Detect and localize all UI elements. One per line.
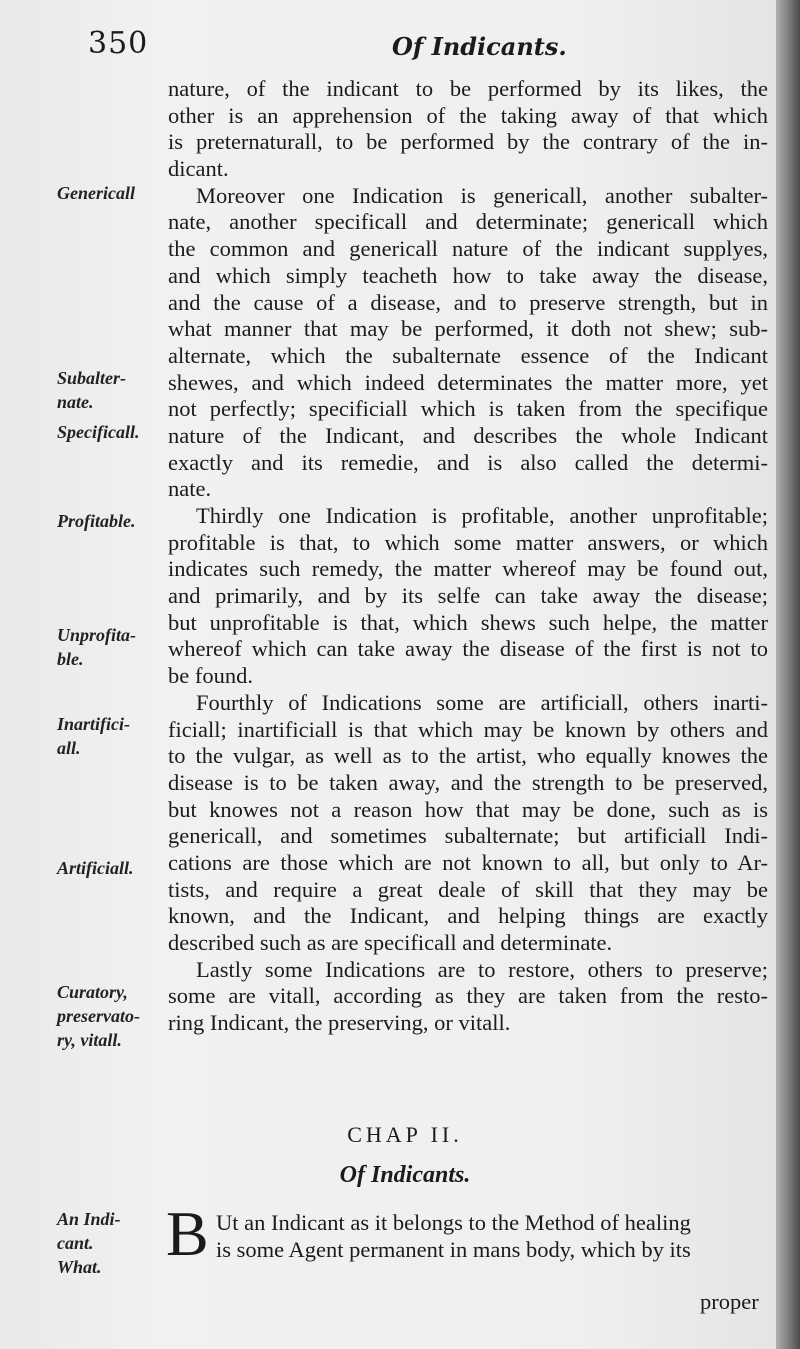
margin-note-inartificiall [57, 712, 169, 760]
text-line: genericall, and sometimes subalternate; but artificiall Indi- [168, 823, 768, 849]
text-line: dicant. [168, 156, 229, 182]
margin-note-line: Artificiall. [57, 858, 134, 878]
margin-note-line: What. [57, 1257, 102, 1277]
running-title: Of Indicants. [392, 32, 567, 61]
text-line: but knowes not a reason how that may be done, such as is [168, 796, 768, 822]
margin-note-subalternate [57, 366, 169, 414]
text-line: tists, and require a great deale of skill that they may be [168, 876, 768, 902]
margin-note-line: preservato- [57, 1006, 140, 1026]
margin-note-line: ble. [57, 649, 84, 669]
text-line: nate. [168, 476, 212, 502]
text-line: the common and genericall nature of the indicant supplyes, [168, 236, 768, 262]
text-line: cations are those which are not known to all, but only to Ar- [168, 849, 768, 875]
text-line: Lastly some Indications are to restore, others to preserve; [196, 956, 768, 982]
chapter-heading: CHAP II. [347, 1122, 463, 1147]
text-line: ficiall; inartificiall is that which may be known by others and [168, 716, 768, 742]
text-line: exactly and its remedie, and is also called the determi- [168, 449, 768, 475]
body-text [168, 76, 768, 1037]
margin-note-line: Inartifici- [57, 714, 131, 734]
margin-note-line: all. [57, 738, 81, 758]
text-line: shewes, and which indeed determinates the matter more, yet [168, 369, 768, 395]
text-line: is some Agent permanent in mans body, which by its [216, 1236, 691, 1262]
margin-note-artificiall [57, 856, 169, 880]
margin-note-curatory [57, 980, 169, 1052]
text-line: whereof which can take away the disease of the first is not to [168, 636, 768, 662]
text-line: but unprofitable is that, which shews such helpe, the matter [168, 609, 768, 635]
text-line: not perfectly; specificiall which is taken from the specifique [168, 396, 768, 422]
text-line: and primarily, and by its selfe can take away the disease; [168, 583, 768, 609]
margin-note-line: Curatory, [57, 982, 128, 1002]
text-line: Thirdly one Indication is profitable, another unprofitable; [196, 503, 768, 528]
text-line: Moreover one Indication is genericall, another subalter- [196, 182, 768, 208]
margin-note-specificall [57, 420, 169, 444]
text-line: is preternaturall, to be performed by the contrary of the in- [168, 129, 768, 155]
text-line: to the vulgar, as well as to the artist, who equally knowes the [168, 743, 768, 769]
margin-note-line: cant. [57, 1233, 94, 1253]
margin-note-line: Subalter- [57, 368, 127, 388]
chapter-title: Of Indicants. [339, 1162, 471, 1188]
margin-note-line: Specificall. [57, 422, 140, 442]
text-line: and which simply teacheth how to take away the disease, [168, 262, 768, 288]
drop-cap: B [166, 1198, 209, 1269]
margin-note-genericall [57, 181, 169, 205]
margin-note-profitable [57, 509, 169, 533]
text-line: indicates such remedy, the matter whereof may be found out, [168, 556, 768, 582]
margin-note-an-indicant [57, 1207, 169, 1279]
margin-note-line: Unprofita- [57, 625, 137, 645]
text-line: disease is to be taken away, and the strength to be preserved, [168, 769, 768, 795]
text-line: nature, of the indicant to be performed by its likes, the [168, 76, 768, 101]
text-line: alternate, which the subalternate essence of the Indicant [168, 342, 768, 368]
text-line: some are vitall, according as they are taken from the resto- [168, 983, 768, 1009]
margin-note-line: Profitable. [57, 511, 136, 531]
text-line: nature of the Indicant, and describes the whole Indicant [168, 422, 768, 448]
margin-note-unprofitable [57, 623, 169, 671]
text-line: Ut an Indicant as it belongs to the Method of healing [216, 1210, 691, 1235]
text-line: profitable is that, to which some matter answers, or which [168, 529, 768, 555]
margin-note-line: An Indi- [57, 1209, 121, 1229]
text-line: ring Indicant, the preserving, or vitall. [168, 1010, 511, 1036]
text-line: nate, another specificall and determinate; genericall which [168, 209, 768, 235]
text-line: described such as are specificall and determinate. [168, 930, 613, 955]
text-line: and the cause of a disease, and to preserve strength, but in [168, 289, 768, 315]
text-line: what manner that may be performed, it doth not shew; sub- [168, 316, 768, 342]
text-line: be found. [168, 663, 253, 689]
catchword: proper [700, 1289, 759, 1314]
margin-note-line: nate. [57, 392, 94, 412]
text-line: known, and the Indicant, and helping things are exactly [168, 903, 768, 929]
text-line: Fourthly of Indications some are artificiall, others inarti- [196, 689, 768, 715]
page-header [0, 26, 780, 66]
text-line: other is an apprehension of the taking away of that which [168, 102, 768, 128]
chapter-body-text [216, 1210, 768, 1263]
page-number: 350 [88, 26, 149, 61]
margin-note-line: ry, vitall. [57, 1030, 122, 1050]
margin-note-line: Genericall [57, 183, 135, 203]
